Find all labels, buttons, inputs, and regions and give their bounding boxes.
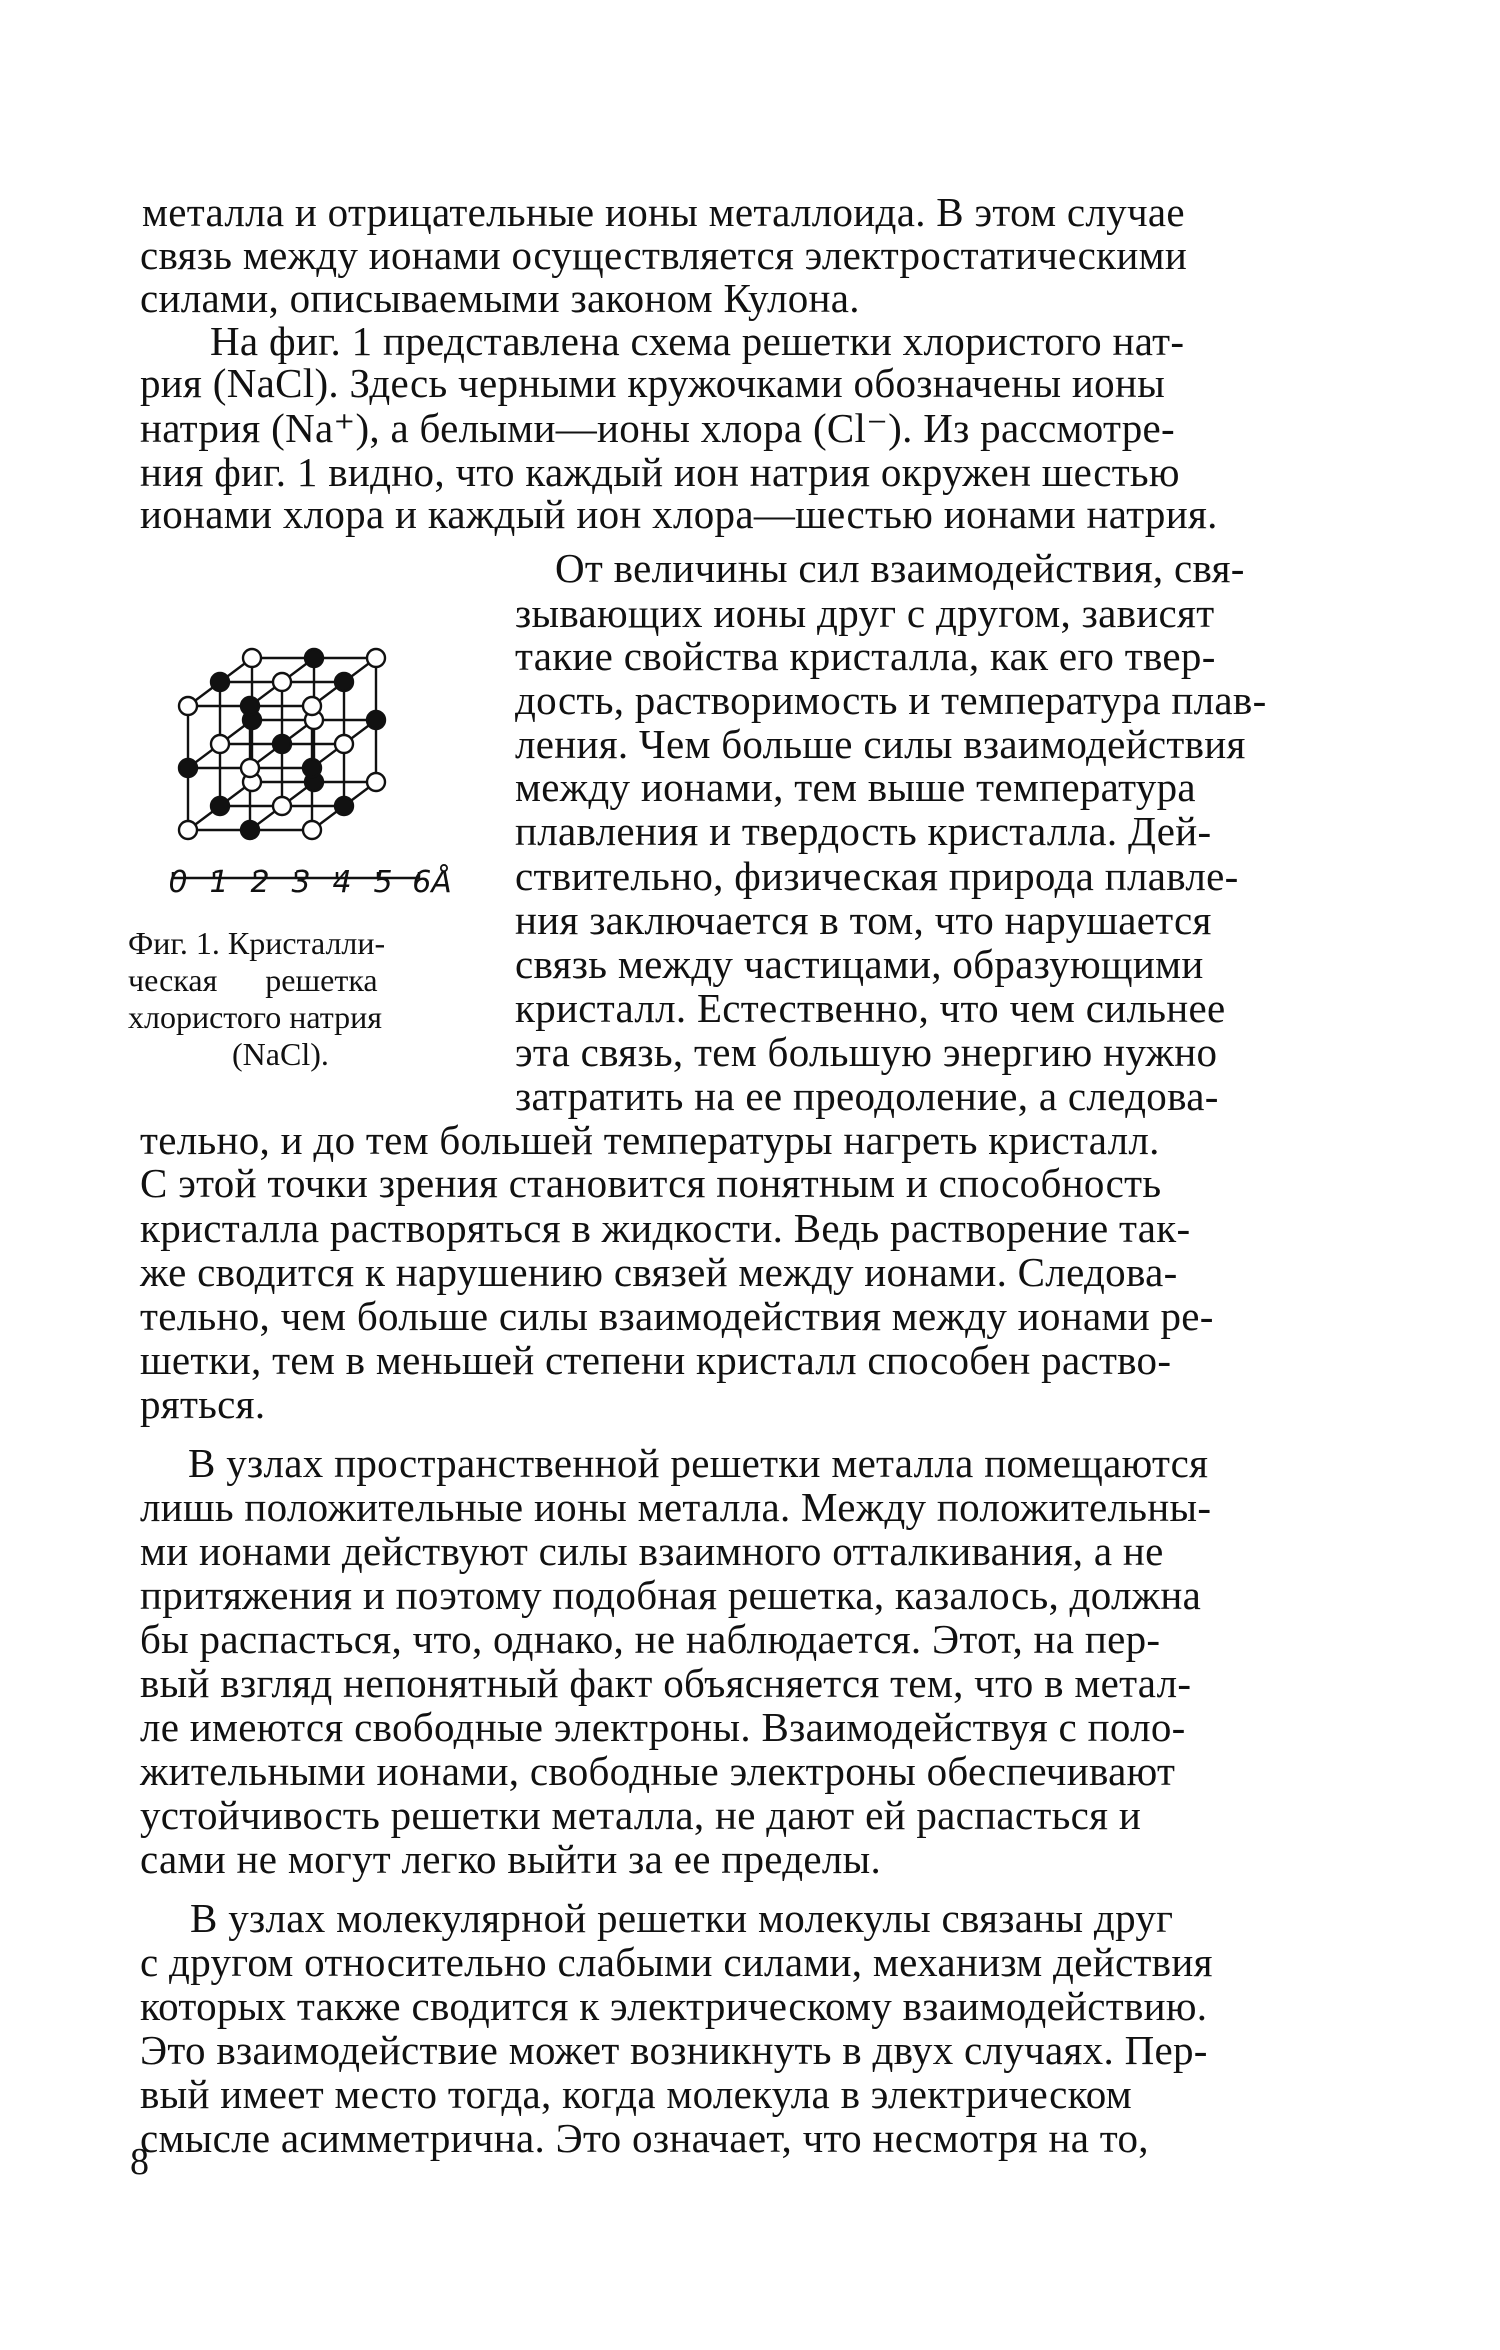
sodium-ion [241, 821, 259, 839]
chlorine-ion [367, 649, 385, 667]
text-line: устойчивость решетки металла, не дают ей распасться и [140, 1792, 1142, 1838]
chlorine-ion [335, 735, 353, 753]
scale-label: 3 [291, 865, 311, 900]
chlorine-ion [273, 797, 291, 815]
text-line: тельно, и до тем большей температуры нагреть кристалл. [140, 1117, 1160, 1163]
text-line: ряться. [140, 1381, 266, 1427]
text-line: ле имеются свободные электроны. Взаимодействуя с поло- [140, 1704, 1186, 1750]
text-line: бы распасться, что, однако, не наблюдается. Этот, на пер- [140, 1616, 1161, 1662]
scale-label: 5 [373, 865, 393, 900]
sodium-ion [303, 759, 321, 777]
chlorine-ion [179, 697, 197, 715]
text-line: зывающих ионы друг с другом, зависят [515, 590, 1215, 636]
scale-label: 6Å [412, 865, 452, 900]
text-line: вый взгляд непонятный факт объясняется тем, что в метал- [140, 1660, 1192, 1706]
text-line: сами не могут легко выйти за ее пределы. [140, 1836, 882, 1882]
text-line: плавления и твердость кристалла. Дей- [515, 808, 1212, 854]
text-line: затратить на ее преодоление, а следова- [515, 1073, 1219, 1119]
scale-labels [170, 865, 470, 905]
chlorine-ion [243, 649, 261, 667]
sodium-ion [211, 797, 229, 815]
chlorine-ion [303, 697, 321, 715]
text-line: кристалл. Естественно, что чем сильнее [515, 985, 1226, 1031]
text-line: металла и отрицательные ионы металлоида. В этом случае [142, 189, 1185, 235]
figure-caption: Фиг. 1. Кристалли- [128, 925, 386, 961]
sodium-ion [367, 711, 385, 729]
scale-label: 4 [332, 865, 352, 900]
sodium-ion [335, 673, 353, 691]
chlorine-ion [273, 673, 291, 691]
figure-caption: хлористого натрия [128, 999, 382, 1035]
text-line: жительными ионами, свободные электроны обеспечивают [140, 1748, 1176, 1794]
text-line: ления. Чем больше силы взаимодействия [515, 721, 1246, 767]
text-line: эта связь, тем большую энергию нужно [515, 1029, 1218, 1075]
text-line: тельно, чем больше силы взаимодействия между ионами ре- [140, 1293, 1214, 1339]
chlorine-ion [241, 759, 259, 777]
sodium-ion [211, 673, 229, 691]
page-number: 8 [130, 2141, 149, 2183]
text-line: кристалла растворяться в жидкости. Ведь растворение так- [140, 1205, 1191, 1251]
sodium-ion [179, 759, 197, 777]
text-line: связь между частицами, образующими [515, 941, 1204, 987]
text-line: рия (NaCl). Здесь черными кружочками обозначены ионы [140, 360, 1166, 406]
text-line: В узлах пространственной решетки металла помещаются [188, 1440, 1209, 1486]
chlorine-ion [367, 773, 385, 791]
text-line: смысле асимметрична. Это означает, что несмотря на то, [140, 2115, 1149, 2161]
sodium-ion [273, 735, 291, 753]
text-line: силами, описываемыми законом Кулона. [140, 275, 860, 321]
text-line: же сводится к нарушению связей между ионами. Следова- [140, 1249, 1178, 1295]
text-line: натрия (Na⁺), а белыми—ионы хлора (Cl⁻). Из рассмотре- [140, 405, 1175, 451]
text-line: ионами хлора и каждый ион хлора—шестью ионами натрия. [140, 491, 1218, 537]
chlorine-ion [179, 821, 197, 839]
sodium-ion [335, 797, 353, 815]
text-line: На фиг. 1 представлена схема решетки хлористого нат- [210, 318, 1185, 364]
scale-label: 2 [250, 865, 270, 900]
text-line: В узлах молекулярной решетки молекулы связаны друг [190, 1895, 1174, 1941]
chlorine-ion [211, 735, 229, 753]
text-line: ми ионами действуют силы взаимного отталкивания, а не [140, 1528, 1164, 1574]
text-line: дость, растворимость и температура плав- [515, 677, 1267, 723]
lattice-ions [179, 649, 385, 839]
text-line: ния фиг. 1 видно, что каждый ион натрия окружен шестью [140, 449, 1180, 495]
text-line: такие свойства кристалла, как его твер- [515, 633, 1216, 679]
chlorine-ion [303, 821, 321, 839]
text-line: С этой точки зрения становится понятным и способность [140, 1160, 1162, 1206]
text-line: вый имеет место тогда, когда молекула в электрическом [140, 2071, 1132, 2117]
sodium-ion [305, 649, 323, 667]
text-line: ния заключается в том, что нарушается [515, 897, 1212, 943]
text-line: связь между ионами осуществляется электростатическими [140, 232, 1188, 278]
text-line: притяжения и поэтому подобная решетка, казалось, должна [140, 1572, 1202, 1618]
text-line: От величины сил взаимодействия, свя- [555, 545, 1245, 591]
figure-caption: (NaCl). [232, 1036, 329, 1072]
figure-caption: ческая решетка [128, 962, 378, 998]
text-line: шетки, тем в меньшей степени кристалл способен раство- [140, 1337, 1172, 1383]
text-line: с другом относительно слабыми силами, механизм действия [140, 1939, 1213, 1985]
text-line: которых также сводится к электрическому взаимодействию. [140, 1983, 1208, 2029]
scale-label: 1 [209, 865, 229, 900]
sodium-ion [241, 697, 259, 715]
scale-label: 0 [168, 865, 188, 900]
text-line: Это взаимодействие может возникнуть в двух случаях. Пер- [140, 2027, 1208, 2073]
text-line: между ионами, тем выше температура [515, 764, 1196, 810]
text-line: лишь положительные ионы металла. Между положительны- [140, 1484, 1212, 1530]
text-line: ствительно, физическая природа плавле- [515, 853, 1239, 899]
